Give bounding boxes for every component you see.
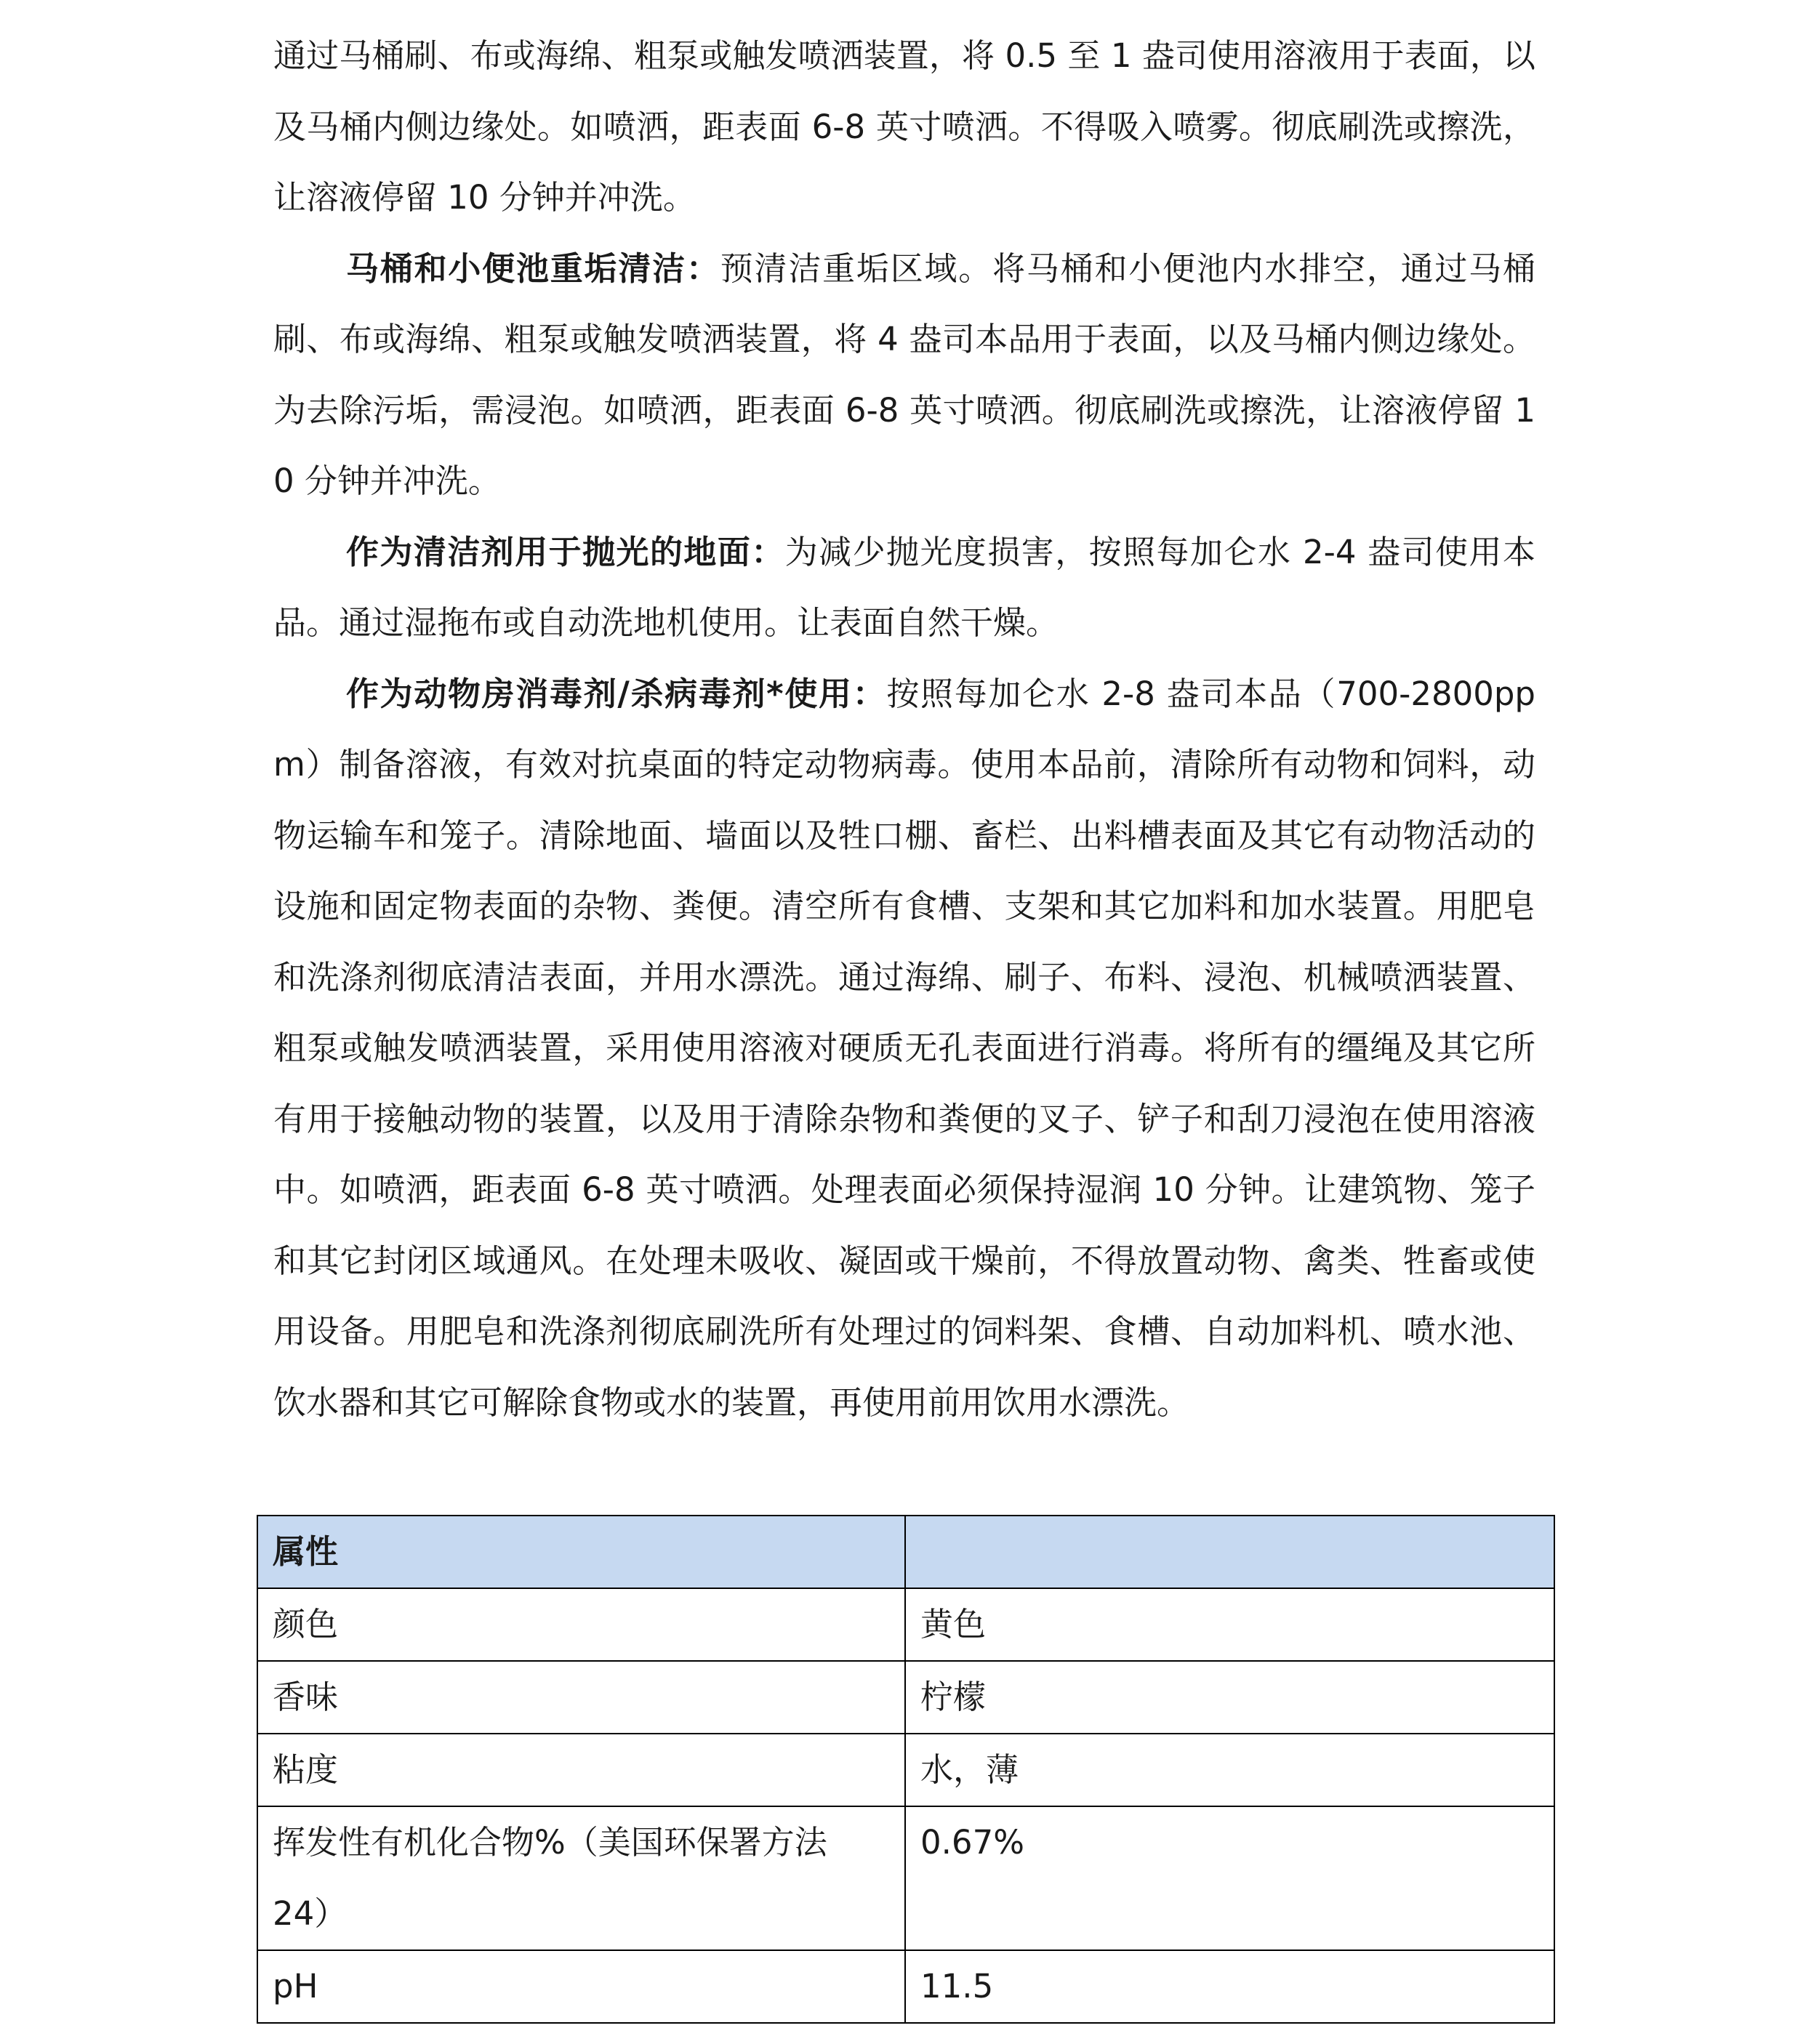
paragraph-animal-disinfectant [273, 659, 1535, 1439]
property-cell: 粘度 [257, 1734, 905, 1806]
property-cell: 颜色 [257, 1588, 905, 1661]
properties-table [257, 1515, 1555, 2024]
value-cell: 水，薄 [905, 1734, 1554, 1806]
paragraph-heading: 作为清洁剂用于抛光的地面： [346, 532, 785, 571]
value-cell: 柠檬 [905, 1661, 1554, 1734]
paragraph-heading: 马桶和小便池重垢清洁： [346, 249, 720, 288]
value-cell: 11.5 [905, 1950, 1554, 2023]
property-cell: pH [257, 1950, 905, 2023]
paragraph-toilet-cleaning [273, 20, 1535, 233]
paragraph-text: 为减少抛光度损害，按照每加仑水 2-4 盎司使用本品。通过湿拖布或自动洗地机使用。让表面自然干燥。 [273, 532, 1535, 642]
property-cell: 香味 [257, 1661, 905, 1734]
paragraph-heavy-soil-cleaning [273, 233, 1535, 517]
property-cell: 挥发性有机化合物%（美国环保署方法 24） [257, 1806, 905, 1950]
paragraph-floor-cleaner [273, 517, 1535, 659]
document-body [273, 20, 1535, 1438]
paragraph-text: 通过马桶刷、布或海绵、粗泵或触发喷洒装置，将 0.5 至 1 盎司使用溶液用于表面，以及马桶内侧边缘处。如喷洒，距表面 6-8 英寸喷洒。不得吸入喷雾。彻底刷洗或擦洗，让溶液停留 10 分钟并冲洗。 [273, 36, 1535, 217]
table-header-row [257, 1516, 1554, 1588]
value-cell: 黄色 [905, 1588, 1554, 1661]
paragraph-text: 预清洁重垢区域。将马桶和小便池内水排空，通过马桶刷、布或海绵、粗泵或触发喷洒装置，将 4 盎司本品用于表面，以及马桶内侧边缘处。为去除污垢，需浸泡。如喷洒，距表面 6-8 英寸喷洒。彻底刷洗或擦洗，让溶液停留 10 分钟并冲洗。 [273, 249, 1535, 500]
value-cell: 0.67% [905, 1806, 1554, 1950]
paragraph-text: 按照每加仑水 2-8 盎司本品（700-2800ppm）制备溶液，有效对抗桌面的特定动物病毒。使用本品前，清除所有动物和饲料，动物运输车和笼子。清除地面、墙面以及牲口棚、畜栏、出料槽表面及其它有动物活动的设施和固定物表面的杂物、粪便。清空所有食槽、支架和其它加料和加水装置。用肥皂和洗涤剂彻底清洁表面，并用水漂洗。通过海绵、刷子、布料、浸泡、机械喷洒装置、粗泵或触发喷洒装置，采用使用溶液对硬质无孔表面进行消毒。将所有的缰绳及其它所有用于接触动物的装置，以及用于清除杂物和粪便的叉子、铲子和刮刀浸泡在使用溶液中。如喷洒，距表面 6-8 英寸喷洒。处理表面必须保持湿润 10 分钟。让建筑物、笼子和其它封闭区域通风。在处理未吸收、凝固或干燥前，不得放置动物、禽类、牲畜或使用设备。用肥皂和洗涤剂彻底刷洗所有处理过的饲料架、食槽、自动加料机、喷水池、饮水器和其它可解除食物或水的装置，再使用前用饮用水漂洗。 [273, 674, 1535, 1422]
table-header-value [905, 1516, 1554, 1588]
table-row [257, 1950, 1554, 2023]
table-row [257, 1734, 1554, 1806]
table-row [257, 1806, 1554, 1950]
table-row [257, 1588, 1554, 1661]
table-header-property: 属性 [257, 1516, 905, 1588]
table-row [257, 1661, 1554, 1734]
paragraph-heading: 作为动物房消毒剂/杀病毒剂*使用： [346, 674, 887, 713]
